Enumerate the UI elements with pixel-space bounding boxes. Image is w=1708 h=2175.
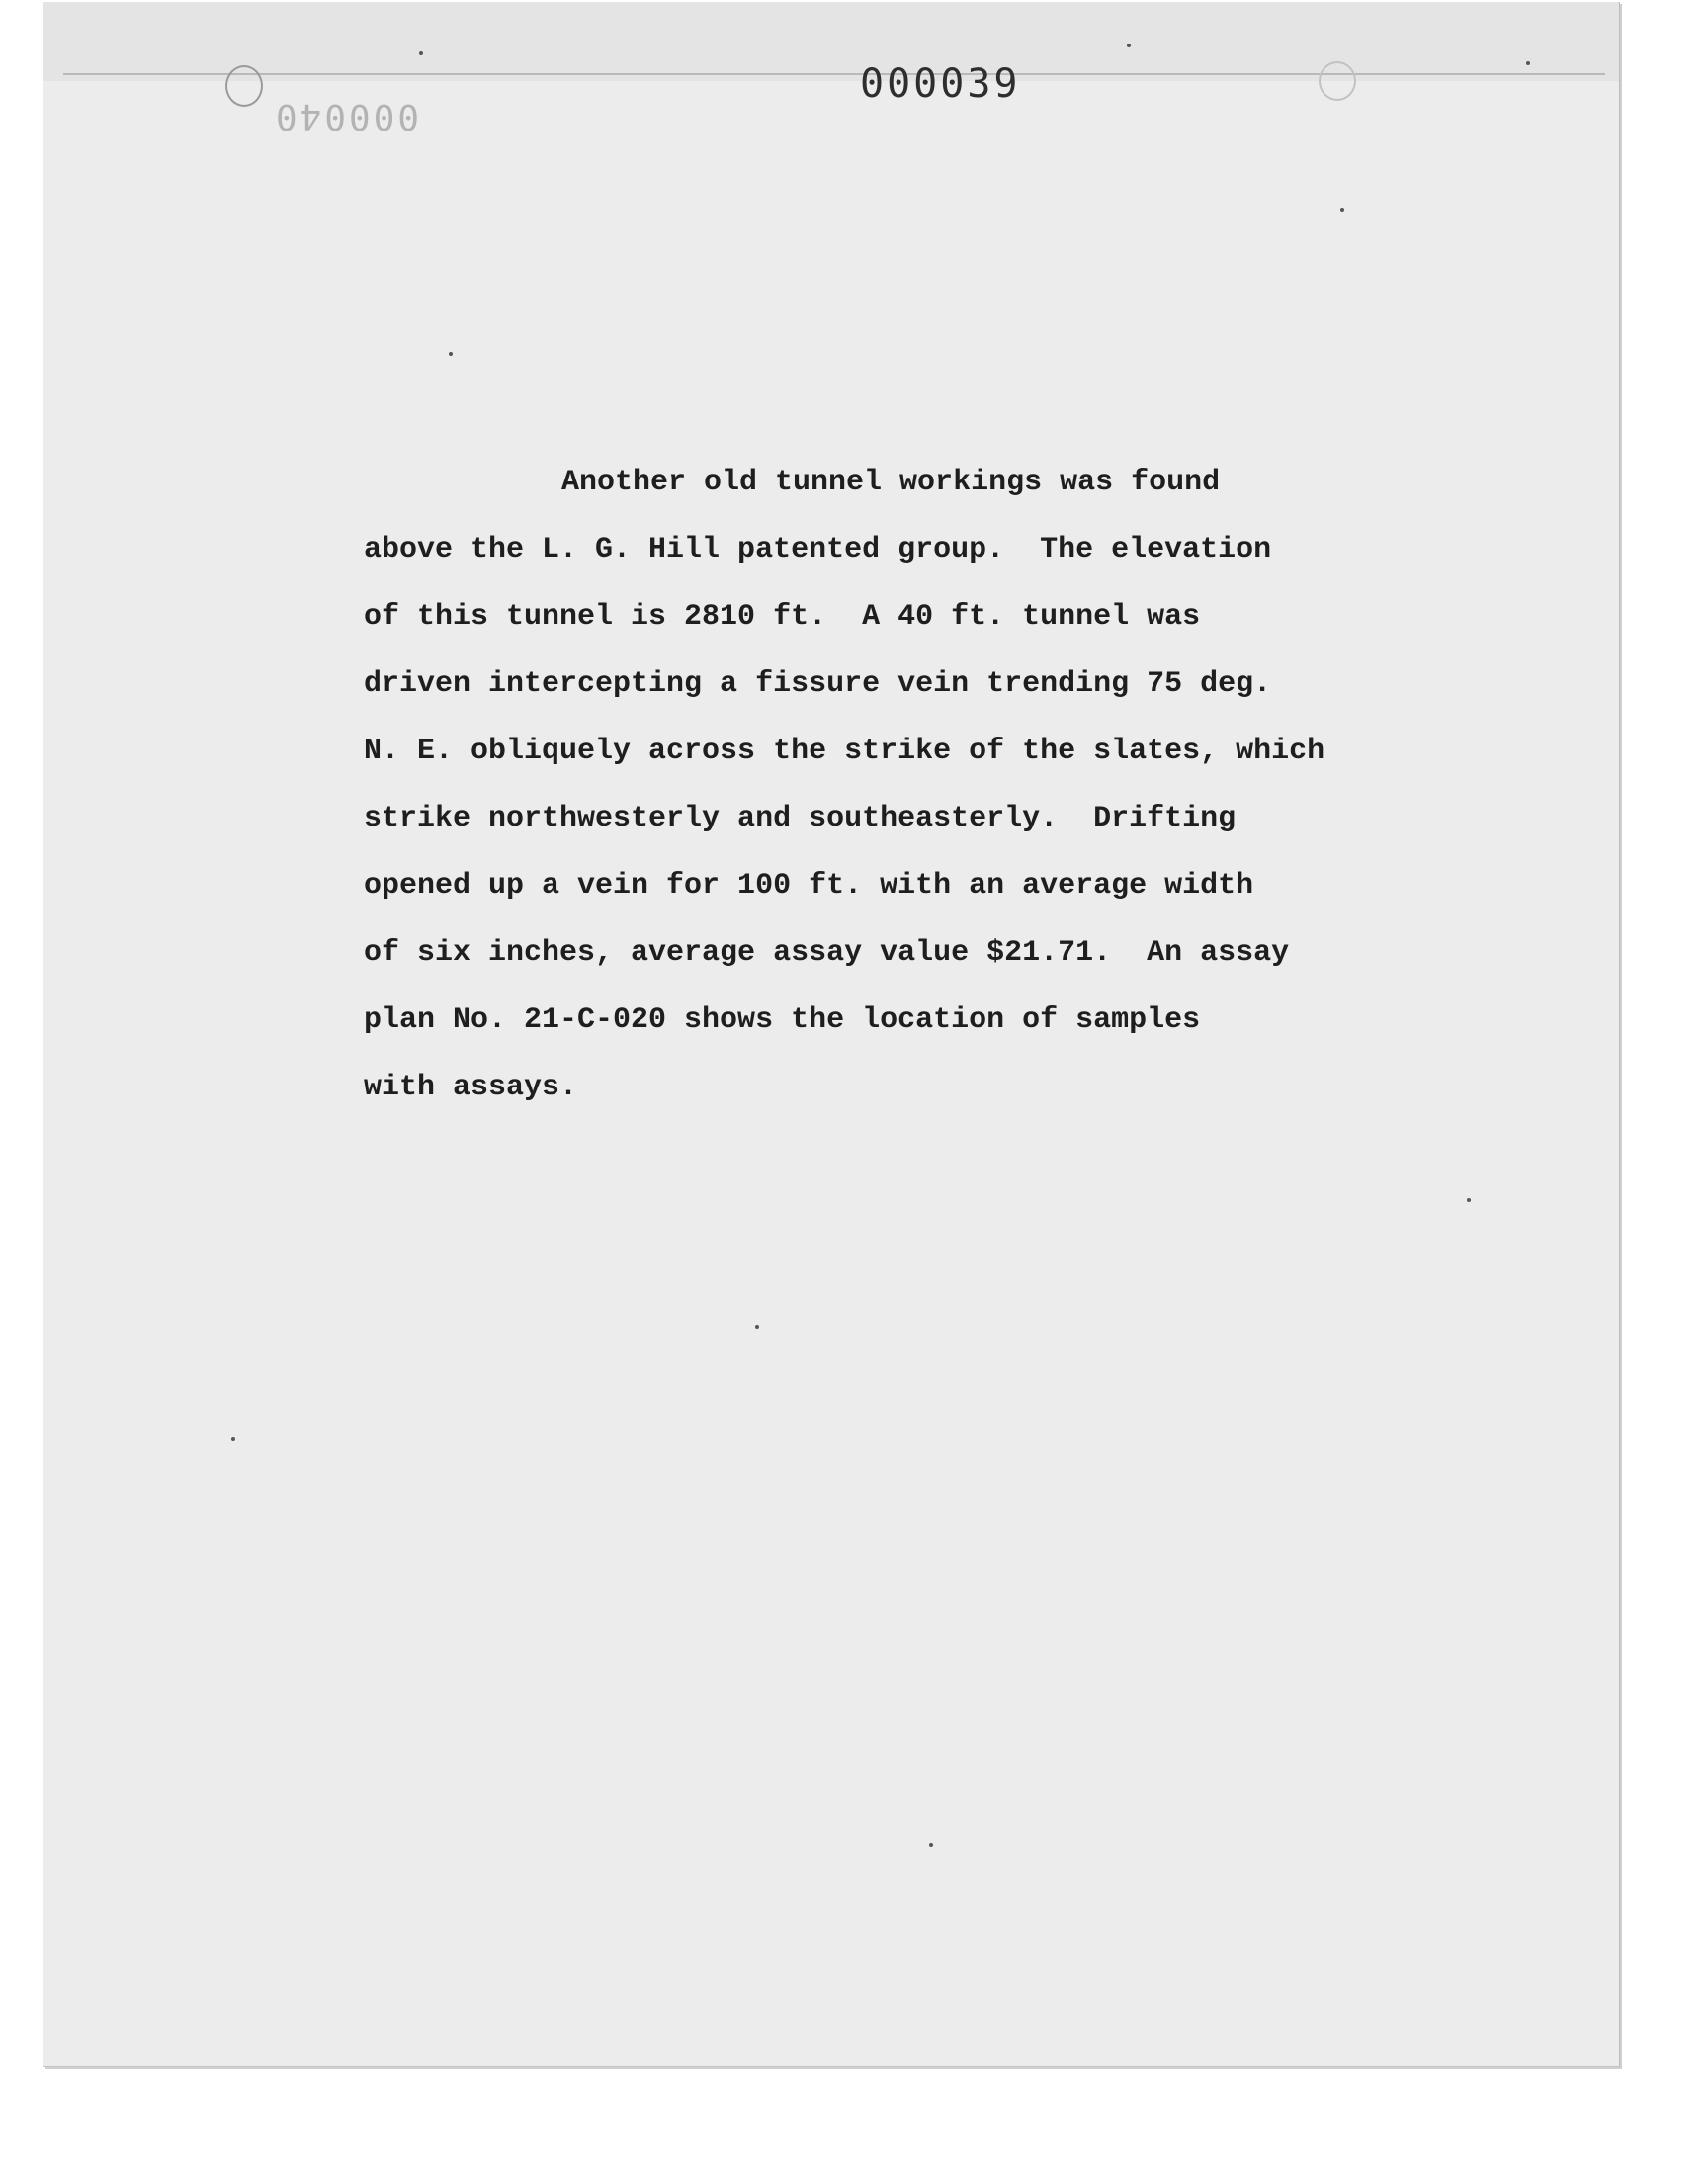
dust-speck	[755, 1325, 759, 1329]
paragraph-line: driven intercepting a fissure vein trending 75 deg.	[364, 667, 1272, 701]
document-page	[43, 2, 1620, 2067]
punch-hole-icon	[1319, 61, 1356, 101]
paragraph-line: above the L. G. Hill patented group. The elevation	[364, 533, 1272, 566]
paragraph-line: of this tunnel is 2810 ft. A 40 ft. tunnel was	[364, 600, 1201, 634]
dust-speck	[1127, 44, 1131, 47]
dust-speck	[1340, 208, 1344, 212]
paragraph-line: strike northwesterly and southeasterly. Drifting	[364, 802, 1237, 835]
page-number-stamp: 000039	[860, 61, 1021, 107]
paragraph-line: opened up a vein for 100 ft. with an average width	[364, 869, 1254, 903]
paragraph-line: N. E. obliquely across the strike of the slates, which	[364, 735, 1325, 768]
dust-speck	[419, 51, 423, 55]
body-paragraph	[364, 449, 1471, 1121]
dust-speck	[929, 1843, 933, 1847]
dust-speck	[1526, 61, 1530, 65]
paragraph-line: of six inches, average assay value $21.71. An assay	[364, 936, 1290, 970]
dust-speck	[231, 1437, 235, 1441]
paragraph-line: Another old tunnel workings was found	[561, 466, 1221, 499]
paragraph-line: plan No. 21-C-020 shows the location of samples	[364, 1003, 1201, 1037]
paragraph-line: with assays.	[364, 1071, 578, 1104]
faded-page-number-stamp: 000040	[272, 96, 419, 136]
top-margin-band	[43, 2, 1619, 81]
punch-hole-icon	[225, 65, 263, 107]
top-fold-line	[63, 73, 1605, 75]
dust-speck	[1467, 1198, 1471, 1202]
dust-speck	[449, 352, 453, 356]
